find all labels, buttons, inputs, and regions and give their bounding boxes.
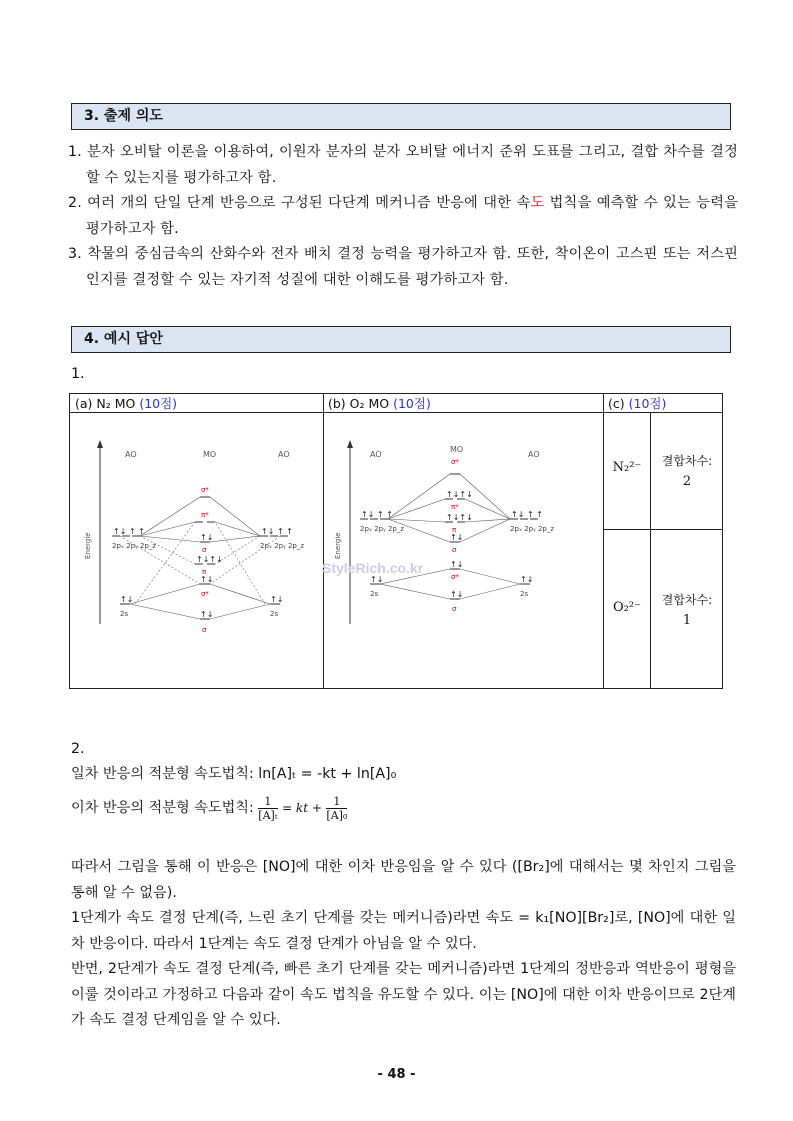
ao-label-left: AO [125,450,137,459]
second-order-rate-law-label: 이차 반응의 적분형 속도법칙: [71,800,254,816]
s-orbital-label-right: 2s [270,610,279,618]
col-c-header [603,394,723,413]
mo-label: MO [203,450,217,459]
sigma-star-label: σ* [201,486,209,494]
ao-label-left: AO [370,450,382,459]
o2-bond-order-value: 1 [682,613,692,628]
electron-arrows: ↑↓ [370,575,384,584]
sigma-label: σ [202,546,207,554]
electron-arrows: ↑↓ [520,575,534,584]
energy-axis-label: Energie [84,532,92,559]
answer-paragraph-3: 반면, 2단계가 속도 결정 단계(즉, 빠른 초기 단계를 갖는 메커니즘)라면 1단계의 정반응과 역반응이 평형을 이룰 것이라고 가정하고 다음과 같이 속도 법칙을 유도할 수 있다. 이는 [NO]에 대한 이차 반응이므로 2단계가 속도 결정 단계임을 알 수 있다. [71,961,736,1028]
s-orbital-label-left: 2s [370,590,379,598]
table-divider [323,394,324,688]
p-orbital-label-right: 2pₓ 2pᵧ 2p_z [510,525,555,533]
p-orbital-label-right: 2pₓ 2pᵧ 2p_z [260,542,305,550]
n2-mo-diagram [80,424,320,664]
energy-axis-label: Energie [334,532,342,559]
p-orbital-label-left: 2pₓ 2pᵧ 2p_z [360,525,405,533]
sigma-star-label: σ* [451,573,459,581]
intent-item-2-text: 2. 여러 개의 단일 단계 반응으로 구성된 다단계 메커니즘 반응에 대한 속 [68,195,531,211]
electron-arrows: ↑↓ [450,533,464,542]
s-orbital-label-right: 2s [520,590,529,598]
pi-star-label: π* [451,503,459,511]
second-order-rate-law [71,790,736,826]
sigma-label: σ [452,546,457,554]
intent-item-3: 3. 착물의 중심금속의 산화수와 전자 배치 결정 능력을 평가하고자 함. 또한, 착이온이 고스핀 또는 저스핀인지를 결정할 수 있는 자기적 성질에 대한 이해도를 평가하고자 함. [68,246,738,288]
fraction-denominator: [A]ₜ [258,808,278,822]
electron-arrows: ↑↓ [450,590,464,599]
table-divider [603,394,604,688]
o2-bond-order-label: 결합차수: [661,593,713,607]
electron-arrows: ↑↓ [450,560,464,569]
col-b-header [323,394,603,413]
p-orbital-label-left: 2pₓ 2pᵧ 2p_z [112,542,157,550]
electron-arrows: ↑↓ [120,595,134,604]
intent-item-2-text-end: 법칙을 예측할 수 있는 능력을 평가하고자 함. [86,195,738,237]
section-3-heading: 3. 출제 의도 [71,103,731,130]
fraction-right [326,795,347,822]
energy-axis-arrow [97,440,103,448]
o2-ion-formula: O₂²⁻ [613,600,641,615]
answer-paragraph-1: 따라서 그림을 통해 이 반응은 [NO]에 대한 이차 반응임을 알 수 있다 ([Br₂]에 대해서는 몇 차인지 그림을 통해 알 수 없음). [71,859,736,901]
electron-arrows: ↑↓ ↑ ↑ [261,527,293,536]
energy-axis-arrow [347,440,353,448]
pi-label: π [452,526,457,534]
n2-ion-formula: N₂²⁻ [612,460,642,475]
mo-answer-table [69,393,723,689]
watermark: StyleRich.co.kr [322,560,424,576]
section-4-heading: 4. 예시 답안 [71,326,731,353]
table-row-divider [603,529,722,530]
electron-arrows: ↑↓ ↑ ↑ [113,527,145,536]
o2-mo-diagram [330,424,570,664]
fraction-left [258,795,277,822]
equation-middle: = kt + [282,801,322,815]
intent-item-2 [68,191,738,242]
electron-arrows: ↑↓↑↓ [196,555,223,564]
intent-item-2-red: 도 [530,195,545,211]
col-a-header [70,394,323,413]
sigma-star-label: σ* [451,458,459,466]
col-b-points: (10점) [393,396,431,411]
electron-arrows: ↑↓ [200,610,214,619]
sigma-label: σ [452,605,457,613]
fraction-numerator: 1 [258,795,277,809]
table-divider [650,413,651,688]
ao-label-right: AO [278,450,290,459]
col-a-title: (a) N₂ MO [75,396,140,411]
n2-bond-order-value: 2 [682,474,692,489]
sigma-star-label: σ* [201,590,209,598]
electron-arrows: ↑↓ [200,533,214,542]
col-b-title: (b) O₂ MO [328,396,394,411]
question-2-label: 2. [71,741,85,757]
electron-arrows: ↑↓↑↓ [446,513,473,522]
n2-bond-order-label: 결합차수: [661,454,713,468]
answer-paragraph-2: 1단계가 속도 결정 단계(즉, 느린 초기 단계를 갖는 메커니즘)라면 속도 = k₁[NO][Br₂]로, [NO]에 대한 일차 반응이다. 따라서 1단계는 속도 결정 단계가 아님을 알 수 있다. [71,910,736,952]
electron-arrows: ↑↓ [270,595,284,604]
mo-label: MO [450,445,464,454]
col-a-points: (10점) [139,396,178,411]
electron-arrows: ↑↓ [200,575,214,584]
col-c-title: (c) [608,396,629,411]
pi-label: π [202,568,207,576]
sigma-label: σ [202,626,207,634]
fraction-numerator: 1 [326,795,347,809]
question-1-label: 1. [71,366,85,382]
electron-arrows: ↑↓ ↑ ↑ [511,510,543,519]
first-order-rate-law: 일차 반응의 적분형 속도법칙: ln[A]ₜ = -kt + ln[A]₀ [71,766,397,782]
electron-arrows: ↑↓↑↓ [446,490,473,499]
intent-list [68,140,738,293]
fraction-denominator: [A]₀ [326,808,348,822]
ao-label-right: AO [528,450,540,459]
electron-arrows: ↑↓ ↑ ↑ [361,510,393,519]
pi-star-label: π* [201,511,209,519]
col-c-points: (10점) [628,396,667,411]
intent-item-1: 1. 분자 오비탈 이론을 이용하여, 이원자 분자의 분자 오비탈 에너지 준위 도표를 그리고, 결합 차수를 결정할 수 있는지를 평가하고자 함. [68,144,738,186]
page-number: - 48 - [377,1067,416,1082]
s-orbital-label-left: 2s [120,610,129,618]
